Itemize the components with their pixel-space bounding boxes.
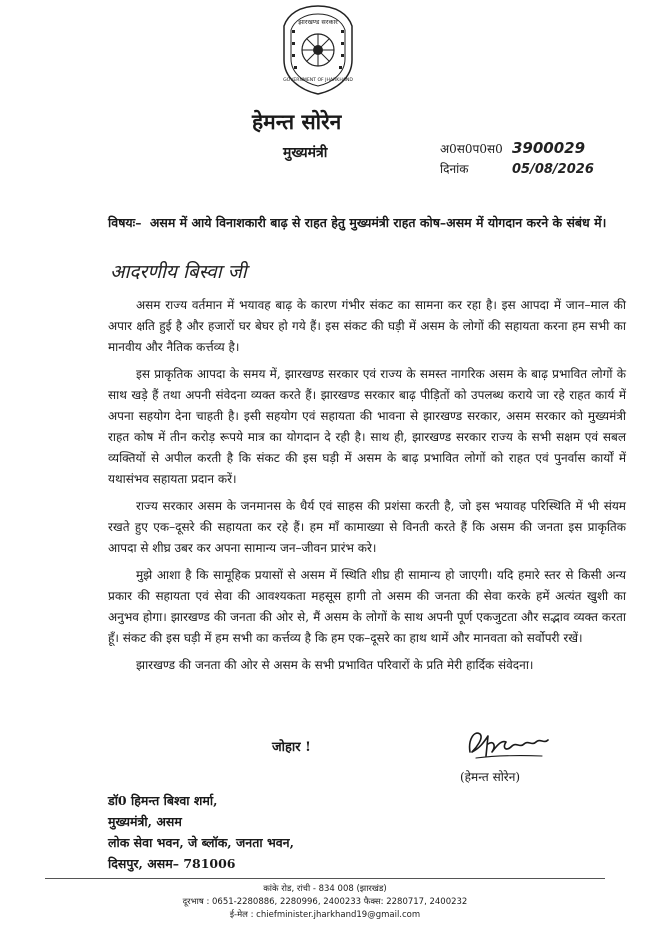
subject-line: [108, 213, 628, 233]
emblem-side-text: GOVERNMENT OF JHARKHAND: [283, 78, 353, 83]
footer-divider: [45, 878, 605, 879]
government-emblem-logo: [258, 2, 378, 97]
body-paragraph: मुझे आशा है कि सामूहिक प्रयासों से असम में स्थिति शीघ्र ही सामान्य हो जाएगी। यदि हमारे स्तर से किसी अन्य प्रकार की सहायता एवं सेवा की आवश्यकता महसूस हागी तो असम की जनता की सेवा करके हमें अत्यंत खुशी का अनुभव होगा। झारखण्ड की जनता की ओर से, मैं असम के लोगों के साथ अपनी पूर्ण एकजुटता और सद्भाव व्यक्त करता हूँ। संकट की इस घड़ी में हम सभी का कर्त्तव्य है कि हम एक–दूसरे का हाथ थामें और मानवता को सर्वोपरी रखें।: [108, 568, 626, 645]
recipient-line: लोक सेवा भवन, जे ब्लॉक, जनता भवन,: [108, 835, 294, 850]
sender-title: मुख्यमंत्री: [283, 145, 328, 161]
footer-phones: दूरभाष : 0651-2280886, 2280996, 2400233 फैक्स: 2280717, 2400232: [182, 897, 468, 907]
salutation: आदरणीय बिस्वा जी: [110, 261, 247, 283]
emblem-top-text: झारखण्ड सरकार: [298, 18, 338, 26]
sender-name: हेमन्त सोरेन: [252, 109, 342, 134]
subject-label: विषयः–: [108, 215, 142, 230]
footer-email: ई-मेल : chiefminister.jharkhand19@gmail.com: [229, 910, 421, 920]
reference-label: अ0स0प0स0: [440, 142, 503, 156]
letter-body: [108, 295, 626, 682]
recipient-address: [108, 790, 294, 874]
body-paragraph: इस प्राकृतिक आपदा के समय में, झारखण्ड सरकार एवं राज्य के समस्त नागरिक असम के बाढ़ प्रभावित लोगों के साथ खड़े हैं तथा अपनी संवेदना व्यक्त करते हैं। झारखण्ड सरकार बाढ़ पीड़ितों को उपलब्ध कराये जा रहे राहत कार्य में अपना सहयोग देना चाहती है। इसी सहयोग एवं सहायता की भावना से झारखण्ड सरकार, असम सरकार को मुख्यमंत्री राहत कोष में तीन करोड़ रूपये मात्र का योगदान दे रही है। साथ ही, झारखण्ड सरकार राज्य के सभी सक्षम एवं सबल व्यक्तियों से अपील करती है कि संकट की इस घड़ी में असम के बाढ़ प्रभावित लोगों को राहत एवं पुनर्वास कार्यों में यथासंभव सहायता प्रदान करें।: [108, 367, 626, 486]
recipient-line: डॉ0 हिमन्त बिश्वा शर्मा,: [108, 793, 218, 808]
reference-number-line: [440, 138, 594, 159]
letterhead-footer: [0, 883, 650, 922]
reference-number: 3900029: [512, 139, 586, 157]
body-paragraph: असम राज्य वर्तमान में भयावह बाढ़ के कारण गंभीर संकट का सामना कर रहा है। इस आपदा में जान–माल की अपार क्षति हुई है और हजारों घर बेघर हो गये हैं। इस संकट की घड़ी में असम के लोगों की सहायता करना हम सभी का मानवीय और नैतिक कर्त्तव्य है।: [108, 298, 626, 354]
date-label: दिनांक: [440, 162, 469, 176]
footer-address: कांके रोड, रांची - 834 008 (झारखंड): [263, 884, 387, 894]
date-value: 05/08/2026: [512, 162, 594, 177]
handwritten-signature: [462, 722, 554, 764]
subject-text: असम में आये विनाशकारी बाढ़ से राहत हेतु मुख्यमंत्री राहत कोष–असम में योगदान करने के संबंध में।: [149, 215, 607, 230]
recipient-line: मुख्यमंत्री, असम: [108, 814, 182, 829]
date-line: [440, 159, 594, 180]
body-paragraph: झारखण्ड की जनता की ओर से असम के सभी प्रभावित परिवारों के प्रति मेरी हार्दिक संवेदना।: [136, 658, 534, 672]
reference-block: [440, 138, 594, 180]
closing-greeting: जोहार !: [272, 740, 311, 755]
body-paragraph: राज्य सरकार असम के जनमानस के धैर्य एवं साहस की प्रशंसा करती है, जो इस भयावह परिस्थिति में भी संयम रखते हुए एक–दूसरे की सहायता कर रहे हैं। हम माँ कामाख्या से विनती करते हैं कि असम की जनता इस प्राकृतिक आपदा से शीघ्र उबर कर अपना सामान्य जन–जीवन प्रारंभ करे।: [108, 499, 626, 555]
signatory-name: (हेमन्त सोरेन): [460, 770, 521, 784]
recipient-line: दिसपुर, असम– 781006: [108, 856, 236, 871]
